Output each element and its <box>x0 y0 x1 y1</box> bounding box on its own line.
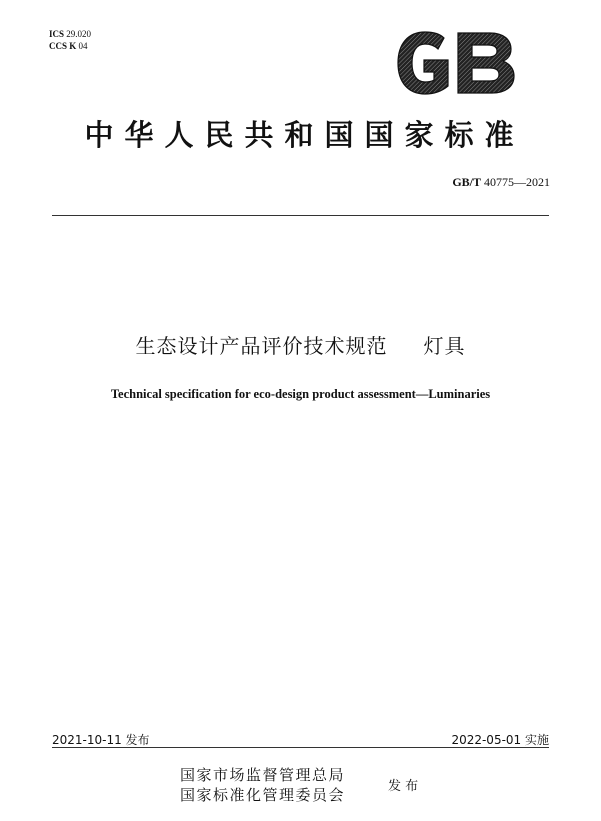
standard-number-value: 40775—2021 <box>484 175 550 189</box>
ccs-class: K <box>69 41 77 51</box>
title-main: 生态设计产品评价技术规范 <box>135 334 388 358</box>
top-divider <box>52 215 549 216</box>
document-title <box>0 330 601 359</box>
issue-date: 2021-10-11 发布 <box>52 733 150 747</box>
title-sub: 灯具 <box>423 334 466 358</box>
ics-label: ICS <box>49 29 65 39</box>
gb-logo-icon <box>394 30 516 96</box>
issuer-sac: 国家标准化管理委员会 <box>180 786 346 804</box>
standard-title: 中华人民共和国国家标准 <box>84 118 525 152</box>
standard-number-prefix: GB/T <box>452 175 481 189</box>
standard-number <box>452 175 550 190</box>
ccs-line <box>49 40 91 52</box>
bottom-divider <box>52 747 549 748</box>
ics-code: 29.020 <box>66 29 92 39</box>
issuers-block <box>180 765 345 805</box>
issue-label: 发 布 <box>388 779 419 794</box>
english-title: Technical specification for eco-design product assessment—Luminaries <box>110 387 491 401</box>
ccs-label: CCS <box>49 41 68 51</box>
ics-line <box>49 28 91 40</box>
ccs-code: 04 <box>78 41 88 51</box>
issuer-samr: 国家市场监督管理总局 <box>180 766 346 784</box>
implementation-date: 2022-05-01 实施 <box>451 733 549 747</box>
classification-block <box>49 28 91 52</box>
